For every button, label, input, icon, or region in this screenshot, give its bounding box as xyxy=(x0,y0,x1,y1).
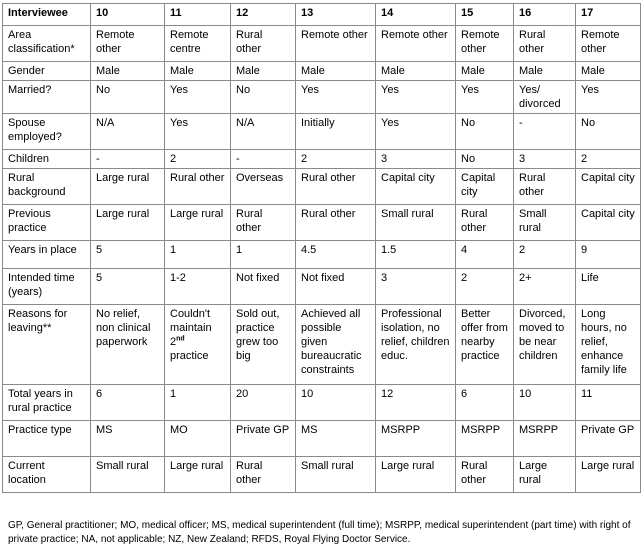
header-interviewee-14: 14 xyxy=(376,4,456,26)
table-cell: Rural other xyxy=(456,205,514,241)
table-cell: 1 xyxy=(231,241,296,269)
table-cell: MS xyxy=(91,421,165,457)
table-cell: Remote other xyxy=(376,26,456,62)
table-cell: N/A xyxy=(231,114,296,150)
table-cell: Male xyxy=(376,62,456,81)
reasons-text: Couldn't maintain 2 xyxy=(170,308,212,348)
table-cell: Life xyxy=(576,269,641,305)
table-header-row xyxy=(3,4,641,26)
table-cell: Yes xyxy=(456,81,514,114)
row-label: Area classification* xyxy=(3,26,91,62)
table-cell: No xyxy=(576,114,641,150)
header-interviewee: Interviewee xyxy=(3,4,91,26)
row-label: Previous practice xyxy=(3,205,91,241)
row-label: Spouse employed? xyxy=(3,114,91,150)
row-label: Rural background xyxy=(3,169,91,205)
table-cell: Male xyxy=(231,62,296,81)
table-row xyxy=(3,457,641,493)
table-cell xyxy=(165,305,231,385)
table-cell: 4 xyxy=(456,241,514,269)
table-cell: MO xyxy=(165,421,231,457)
table-cell: 9 xyxy=(576,241,641,269)
header-interviewee-10: 10 xyxy=(91,4,165,26)
table-cell: 3 xyxy=(376,150,456,169)
table-cell: Small rural xyxy=(296,457,376,493)
table-cell: Capital city xyxy=(376,169,456,205)
table-cell: 2 xyxy=(296,150,376,169)
table-cell: 1 xyxy=(165,241,231,269)
table-cell: MS xyxy=(296,421,376,457)
table-cell: 6 xyxy=(91,385,165,421)
table-row xyxy=(3,269,641,305)
table-cell: Yes xyxy=(376,114,456,150)
table-cell: Yes xyxy=(376,81,456,114)
table-cell: Large rural xyxy=(91,205,165,241)
table-cell: Yes xyxy=(165,81,231,114)
table-cell: 3 xyxy=(376,269,456,305)
table-cell: Professional isolation, no relief, children educ. xyxy=(376,305,456,385)
header-interviewee-16: 16 xyxy=(514,4,576,26)
table-cell: Male xyxy=(91,62,165,81)
table-row xyxy=(3,150,641,169)
table-cell: Sold out, practice grew too big xyxy=(231,305,296,385)
table-cell: Rural other xyxy=(456,457,514,493)
table-row xyxy=(3,205,641,241)
table-row xyxy=(3,241,641,269)
table-cell: Not fixed xyxy=(296,269,376,305)
table-cell: Rural other xyxy=(514,26,576,62)
table-cell: MSRPP xyxy=(376,421,456,457)
table-cell: 6 xyxy=(456,385,514,421)
table-cell: 11 xyxy=(576,385,641,421)
table-cell: Rural other xyxy=(296,169,376,205)
table-cell: Not fixed xyxy=(231,269,296,305)
table-cell: Rural other xyxy=(514,169,576,205)
row-label: Married? xyxy=(3,81,91,114)
table-cell: Small rural xyxy=(376,205,456,241)
interviewee-table-container xyxy=(2,3,640,493)
row-label: Current location xyxy=(3,457,91,493)
table-body xyxy=(3,26,641,493)
table-cell: Large rural xyxy=(514,457,576,493)
table-cell: Remote centre xyxy=(165,26,231,62)
table-cell: 5 xyxy=(91,241,165,269)
table-cell: 12 xyxy=(376,385,456,421)
table-cell: Rural other xyxy=(165,169,231,205)
table-cell: MSRPP xyxy=(456,421,514,457)
row-label: Reasons for leaving** xyxy=(3,305,91,385)
table-cell: Small rural xyxy=(514,205,576,241)
table-cell: Yes xyxy=(296,81,376,114)
table-cell: Small rural xyxy=(91,457,165,493)
table-row xyxy=(3,169,641,205)
table-row xyxy=(3,305,641,385)
table-cell: Better offer from nearby practice xyxy=(456,305,514,385)
table-footnote: GP, General practitioner; MO, medical officer; MS, medical superintendent (full time); MSRPP, medical superintendent (part time) with right of private practice; NA, not applicable; NZ, New Zealand; RFDS, Royal Flying Doctor Service. xyxy=(8,520,631,545)
table-cell: 2 xyxy=(576,150,641,169)
table-cell: Achieved all possible given bureaucratic constraints xyxy=(296,305,376,385)
table-cell: 10 xyxy=(296,385,376,421)
row-label: Years in place xyxy=(3,241,91,269)
table-cell: No xyxy=(456,114,514,150)
table-cell: - xyxy=(231,150,296,169)
table-cell: 2+ xyxy=(514,269,576,305)
table-cell: Male xyxy=(456,62,514,81)
table-cell: Yes/ divorced xyxy=(514,81,576,114)
table-cell: Male xyxy=(514,62,576,81)
table-cell: Overseas xyxy=(231,169,296,205)
table-cell: Remote other xyxy=(576,26,641,62)
table-cell: No xyxy=(91,81,165,114)
table-cell: Rural other xyxy=(231,457,296,493)
table-cell: No xyxy=(231,81,296,114)
table-cell: MSRPP xyxy=(514,421,576,457)
table-cell: 2 xyxy=(165,150,231,169)
table-cell: Large rural xyxy=(91,169,165,205)
row-label: Gender xyxy=(3,62,91,81)
table-cell: 1 xyxy=(165,385,231,421)
table-row xyxy=(3,385,641,421)
table-cell: 20 xyxy=(231,385,296,421)
table-cell: - xyxy=(91,150,165,169)
ordinal-superscript: nd xyxy=(176,335,185,343)
table-cell: No xyxy=(456,150,514,169)
table-cell: Capital city xyxy=(576,169,641,205)
table-cell: - xyxy=(514,114,576,150)
table-cell: No relief, non clinical paperwork xyxy=(91,305,165,385)
table-cell: Large rural xyxy=(165,457,231,493)
header-interviewee-13: 13 xyxy=(296,4,376,26)
table-cell: Private GP xyxy=(576,421,641,457)
table-cell: Remote other xyxy=(456,26,514,62)
table-cell: 4.5 xyxy=(296,241,376,269)
table-cell: 10 xyxy=(514,385,576,421)
table-cell: Large rural xyxy=(165,205,231,241)
table-cell: Yes xyxy=(165,114,231,150)
table-cell: Male xyxy=(576,62,641,81)
table-cell: Capital city xyxy=(456,169,514,205)
table-cell: N/A xyxy=(91,114,165,150)
table-cell: 1.5 xyxy=(376,241,456,269)
header-interviewee-11: 11 xyxy=(165,4,231,26)
table-cell: 5 xyxy=(91,269,165,305)
interviewee-table xyxy=(2,3,641,493)
table-cell: Initially xyxy=(296,114,376,150)
table-cell: Male xyxy=(296,62,376,81)
table-cell: 3 xyxy=(514,150,576,169)
row-label: Practice type xyxy=(3,421,91,457)
table-row xyxy=(3,421,641,457)
row-label: Total years in rural practice xyxy=(3,385,91,421)
table-cell: Rural other xyxy=(231,26,296,62)
table-row xyxy=(3,114,641,150)
table-cell: Rural other xyxy=(296,205,376,241)
table-cell: 2 xyxy=(456,269,514,305)
table-row xyxy=(3,26,641,62)
table-cell: Remote other xyxy=(91,26,165,62)
table-cell: 2 xyxy=(514,241,576,269)
row-label: Intended time (years) xyxy=(3,269,91,305)
table-cell: Divorced, moved to be near children xyxy=(514,305,576,385)
table-row xyxy=(3,81,641,114)
table-cell: Large rural xyxy=(376,457,456,493)
header-interviewee-12: 12 xyxy=(231,4,296,26)
table-cell: Long hours, no relief, enhance family life xyxy=(576,305,641,385)
table-cell: Remote other xyxy=(296,26,376,62)
table-cell: Capital city xyxy=(576,205,641,241)
table-cell: Male xyxy=(165,62,231,81)
table-cell: Large rural xyxy=(576,457,641,493)
header-interviewee-17: 17 xyxy=(576,4,641,26)
row-label: Children xyxy=(3,150,91,169)
table-cell: Yes xyxy=(576,81,641,114)
table-cell: 1-2 xyxy=(165,269,231,305)
reasons-text-tail: practice xyxy=(170,350,209,362)
header-interviewee-15: 15 xyxy=(456,4,514,26)
table-row xyxy=(3,62,641,81)
table-cell: Private GP xyxy=(231,421,296,457)
table-cell: Rural other xyxy=(231,205,296,241)
